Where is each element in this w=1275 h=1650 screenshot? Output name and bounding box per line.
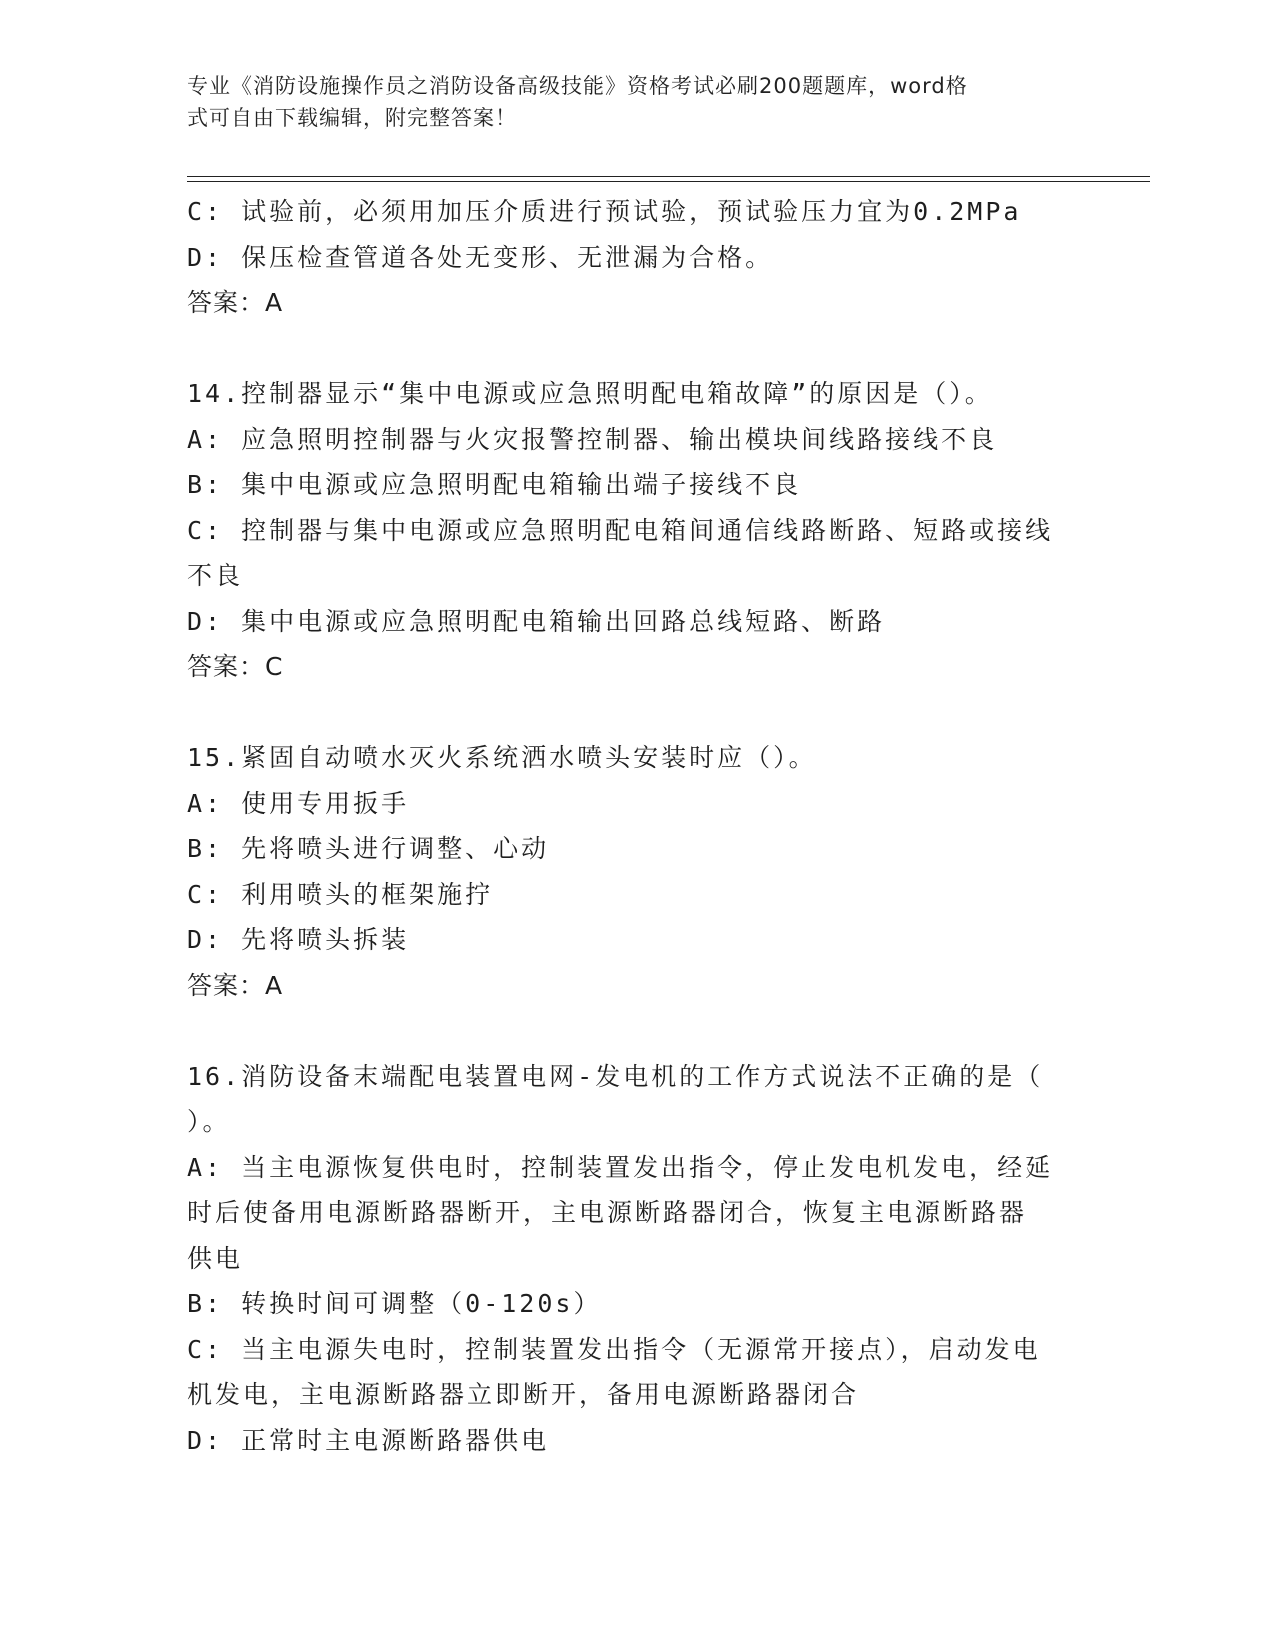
option-line: A: 当主电源恢复供电时，控制装置发出指令，停止发电机发电，经延 — [187, 1152, 1054, 1182]
prev-question-block — [187, 189, 1067, 326]
option-line: C: 控制器与集中电源或应急照明配电箱间通信线路断路、短路或接线 — [187, 515, 1054, 545]
option-line: A: 使用专用扳手 — [187, 788, 410, 818]
question-stem: 16.消防设备末端配电装置电网-发电机的工作方式说法不正确的是（ — [187, 1061, 1044, 1091]
option-line: D: 保压检查管道各处无变形、无泄漏为合格。 — [187, 242, 774, 272]
option-line: B: 先将喷头进行调整、心动 — [187, 834, 550, 863]
option-line: D: 先将喷头拆装 — [187, 925, 410, 954]
option-line: B: 转换时间可调整（0-120s） — [187, 1289, 602, 1318]
answer-line: 答案：A — [187, 288, 284, 317]
option-line: C: 试验前，必须用加压介质进行预试验，预试验压力宜为0.2MPa — [187, 197, 1022, 226]
header-line-1: 专业《消防设施操作员之消防设备高级技能》资格考试必刷200题题库，word格 — [187, 74, 968, 98]
spacer — [187, 1008, 1067, 1054]
header-divider-bottom — [187, 181, 1150, 182]
option-line: 时后使备用电源断路器断开，主电源断路器闭合，恢复主电源断路器 — [187, 1198, 1028, 1227]
question-stem: 14.控制器显示“集中电源或应急照明配电箱故障”的原因是（）。 — [187, 379, 993, 408]
spacer — [187, 326, 1067, 372]
option-line: B: 集中电源或应急照明配电箱输出端子接线不良 — [187, 470, 802, 499]
question-content — [187, 189, 1067, 1463]
answer-line: 答案：C — [187, 652, 284, 681]
option-line: 不良 — [187, 561, 244, 590]
option-line: D: 正常时主电源断路器供电 — [187, 1425, 550, 1455]
option-line: A: 应急照明控制器与火灾报警控制器、输出模块间线路接线不良 — [187, 424, 998, 454]
header-divider-top — [187, 176, 1150, 177]
question-stem: 15.紧固自动喷水灭火系统洒水喷头安装时应（）。 — [187, 743, 817, 772]
question-stem-continued: ）。 — [187, 1107, 231, 1136]
answer-line: 答案：A — [187, 970, 284, 1000]
option-line: C: 利用喷头的框架施拧 — [187, 879, 494, 909]
option-line: 供电 — [187, 1243, 244, 1273]
header-line-2: 式可自由下载编辑，附完整答案！ — [187, 106, 517, 130]
option-line: D: 集中电源或应急照明配电箱输出回路总线短路、断路 — [187, 606, 886, 636]
question-16-block — [187, 1054, 1067, 1464]
option-line: C: 当主电源失电时，控制装置发出指令（无源常开接点），启动发电 — [187, 1334, 1041, 1364]
spacer — [187, 690, 1067, 736]
question-14-block — [187, 371, 1067, 690]
option-line: 机发电，主电源断路器立即断开，备用电源断路器闭合 — [187, 1380, 860, 1409]
document-header — [187, 70, 1067, 134]
question-15-block — [187, 735, 1067, 1008]
